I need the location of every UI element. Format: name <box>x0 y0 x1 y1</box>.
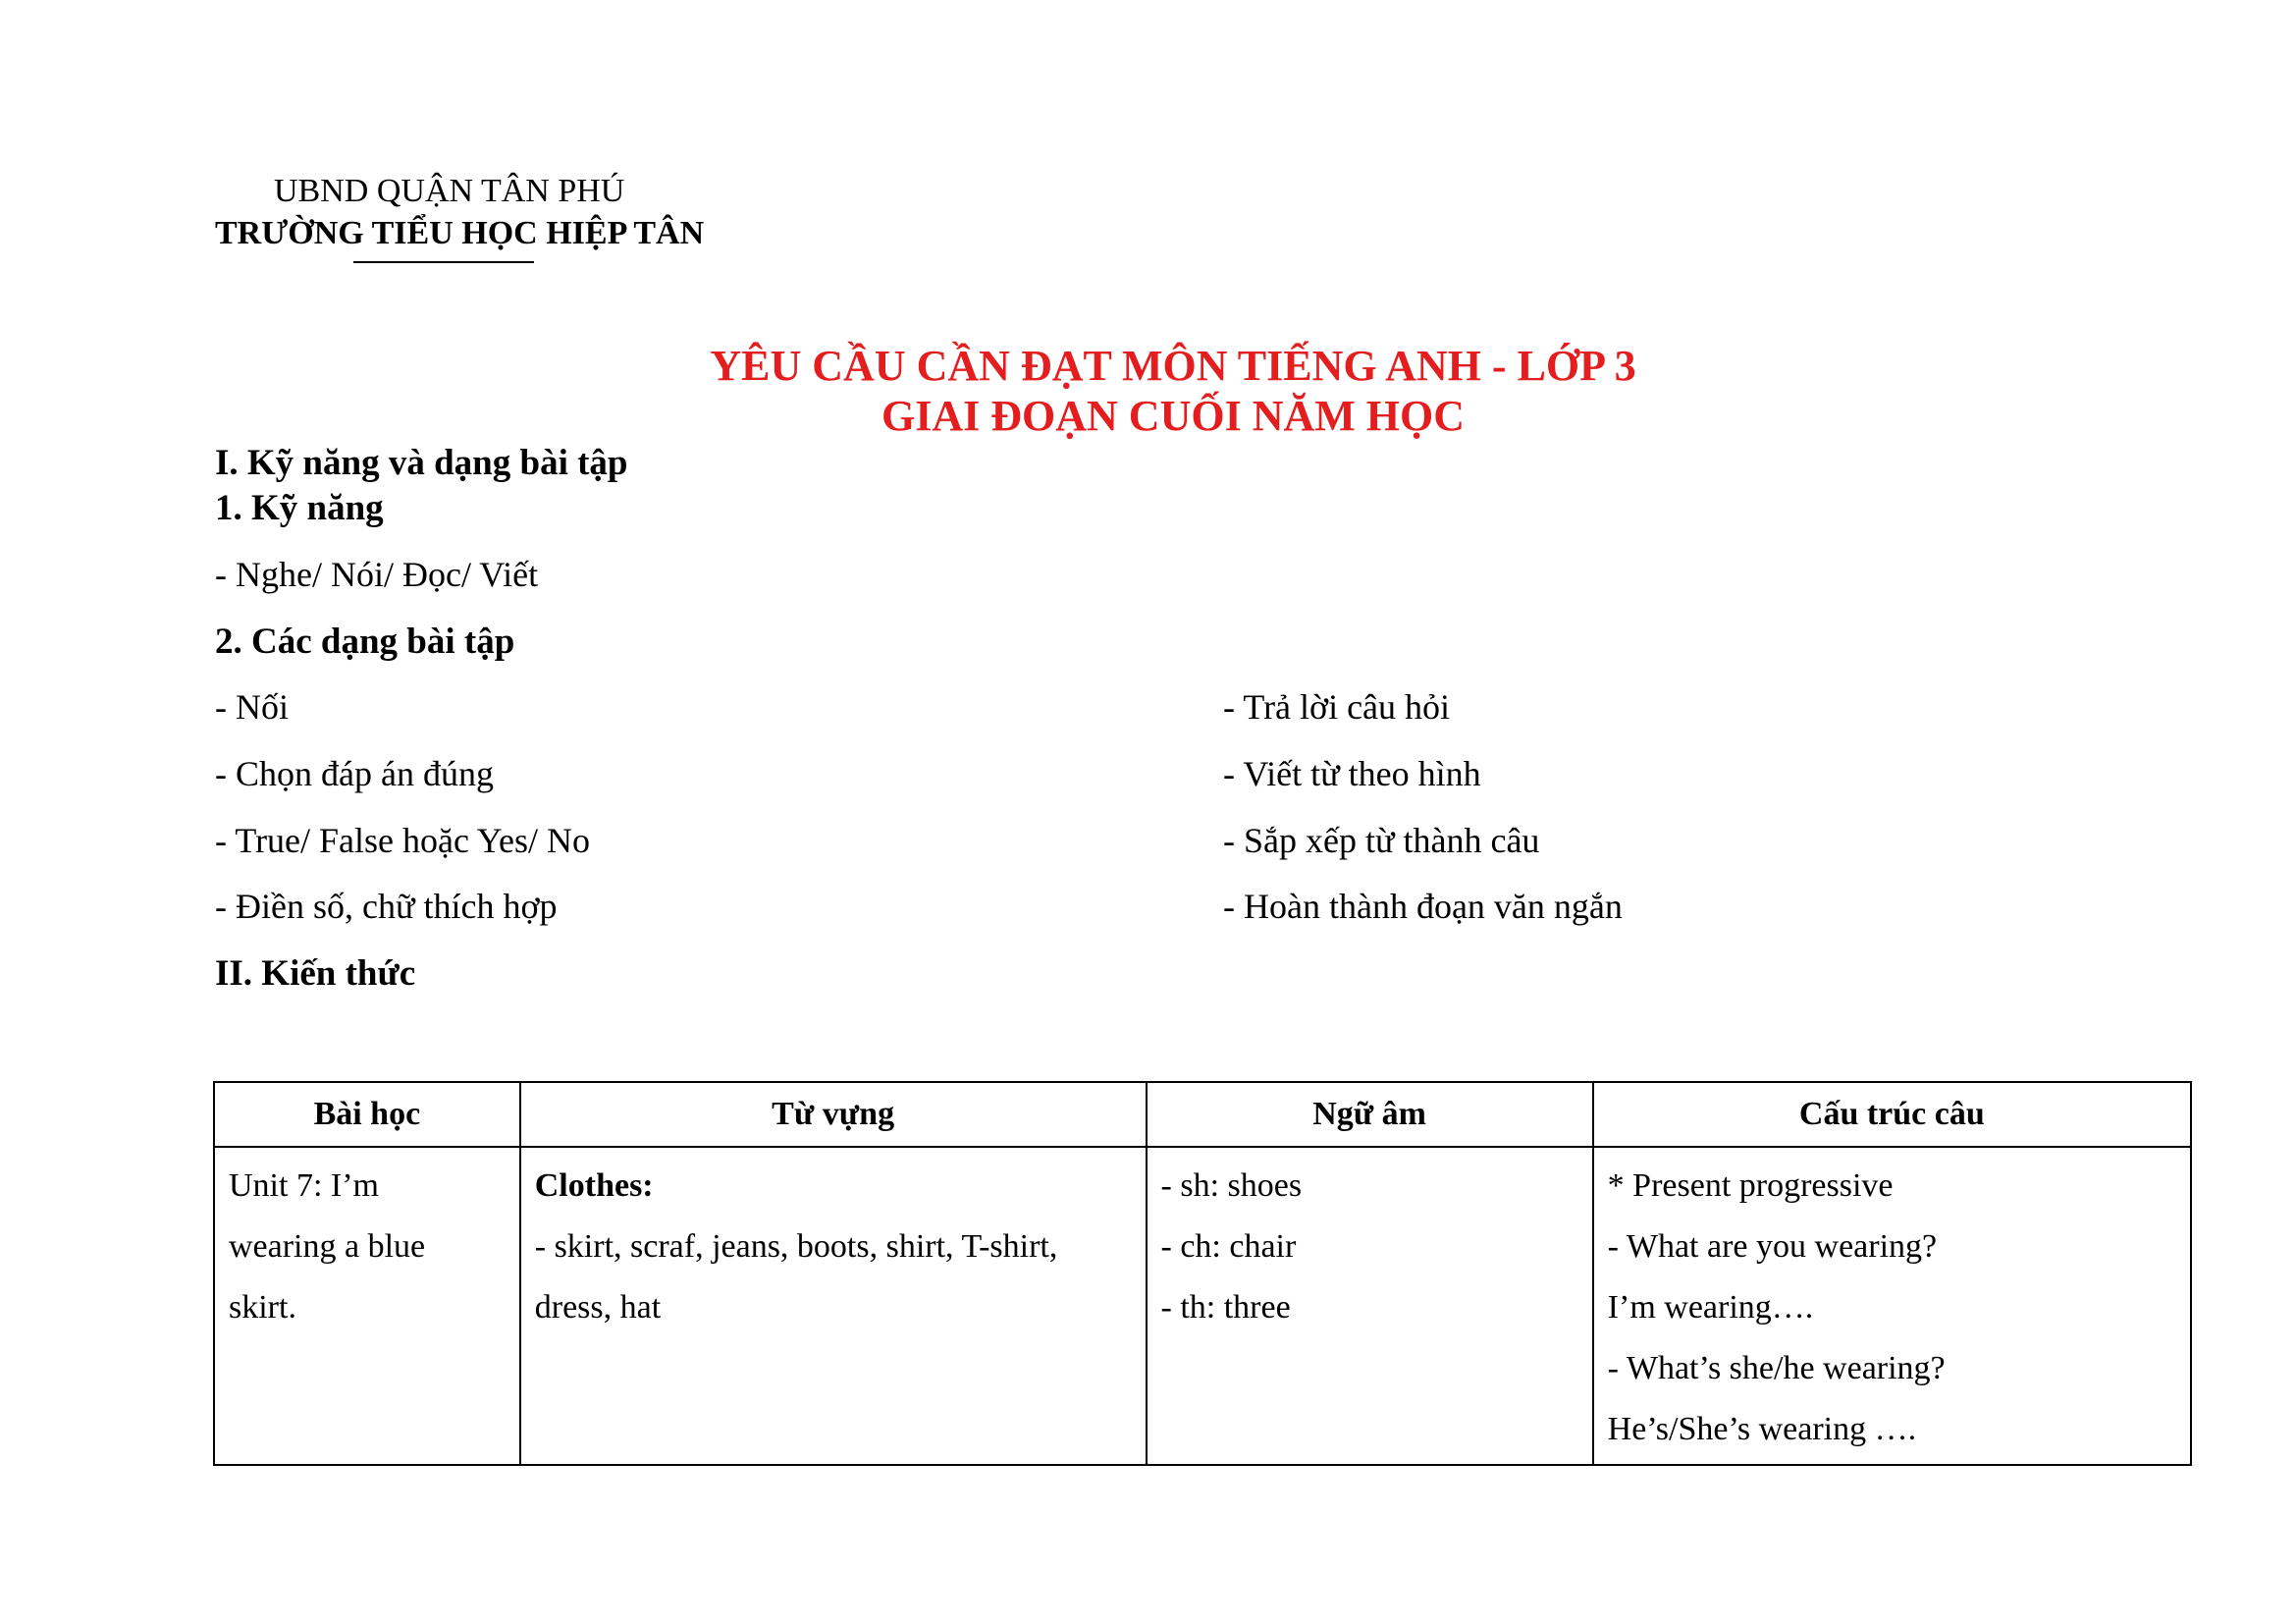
header-org: UBND QUẬN TÂN PHÚ <box>274 173 625 209</box>
document-subtitle: GIAI ĐOẠN CUỐI NĂM HỌC <box>881 392 1465 440</box>
phonics-cell <box>1147 1147 1593 1465</box>
column-header-vocabulary: Từ vựng <box>520 1082 1147 1147</box>
structure-line: - What are you wearing? <box>1607 1228 1938 1265</box>
table-header-row <box>214 1082 2191 1147</box>
phonics-line: - ch: chair <box>1160 1228 1297 1265</box>
exercise-item: - Điền số, chữ thích hợp <box>215 887 558 926</box>
structure-line: He’s/She’s wearing …. <box>1607 1411 1917 1447</box>
document-title: YÊU CẦU CẦN ĐẠT MÔN TIẾNG ANH - LỚP 3 <box>710 342 1636 390</box>
exercise-item: - Nối <box>215 687 289 727</box>
structure-line: - What’s she/he wearing? <box>1607 1350 1946 1386</box>
column-header-phonics: Ngữ âm <box>1147 1082 1593 1147</box>
column-header-structures: Cấu trúc câu <box>1593 1082 2191 1147</box>
exercise-item: - Chọn đáp án đúng <box>215 754 494 793</box>
structures-cell <box>1593 1147 2191 1465</box>
exercise-item: - Hoàn thành đoạn văn ngắn <box>1223 887 1623 926</box>
lesson-line: wearing a blue <box>229 1228 426 1265</box>
column-header-lesson: Bài học <box>214 1082 520 1147</box>
section-1-heading: I. Kỹ năng và dạng bài tập <box>215 443 628 483</box>
knowledge-table <box>213 1081 2192 1466</box>
exercise-item: - Viết từ theo hình <box>1223 754 1481 793</box>
skills-text: - Nghe/ Nói/ Đọc/ Viết <box>215 555 539 594</box>
lesson-cell <box>214 1147 520 1465</box>
exercise-heading: 2. Các dạng bài tập <box>215 622 515 662</box>
phonics-line: - th: three <box>1160 1289 1291 1326</box>
vocabulary-topic: Clothes: <box>534 1167 654 1204</box>
exercise-item: - Sắp xếp từ thành câu <box>1223 821 1540 860</box>
structure-line: I’m wearing…. <box>1607 1289 1814 1326</box>
exercise-item: - True/ False hoặc Yes/ No <box>215 821 591 860</box>
skills-heading: 1. Kỹ năng <box>215 488 384 528</box>
structure-line: * Present progressive <box>1607 1167 1894 1204</box>
section-2-heading: II. Kiến thức <box>215 953 416 994</box>
header-school: TRƯỜNG TIỂU HỌC HIỆP TÂN <box>215 215 705 251</box>
vocabulary-cell <box>520 1147 1147 1465</box>
vocabulary-line: - skirt, scraf, jeans, boots, shirt, T-shirt, <box>534 1228 1058 1265</box>
phonics-line: - sh: shoes <box>1160 1167 1303 1204</box>
lesson-line: Unit 7: I’m <box>229 1167 379 1204</box>
header-underline <box>353 261 534 263</box>
table-row <box>214 1147 2191 1465</box>
exercise-item: - Trả lời câu hỏi <box>1223 687 1451 727</box>
vocabulary-line: dress, hat <box>534 1289 662 1326</box>
lesson-line: skirt. <box>229 1289 296 1326</box>
